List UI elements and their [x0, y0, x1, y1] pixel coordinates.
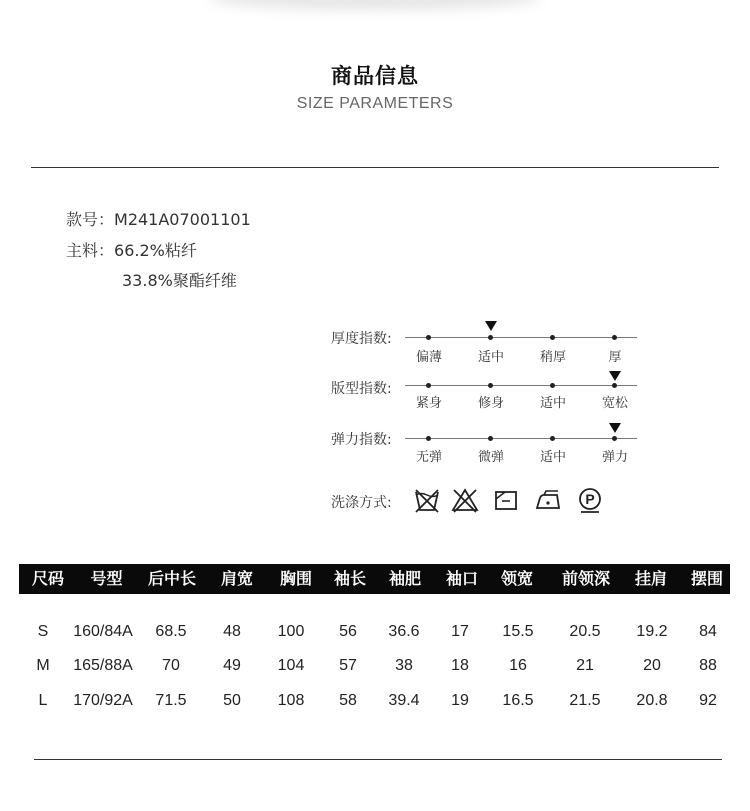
table-cell: 49	[223, 657, 241, 674]
table-cell: 36.6	[388, 623, 420, 640]
size-label-cell: L	[38, 692, 48, 709]
table-cell: 39.4	[388, 692, 420, 709]
table-cell: 17	[451, 623, 469, 640]
scale-option: 适中	[477, 350, 504, 365]
selected-marker-icon	[609, 371, 621, 381]
col-header: 肩宽	[220, 569, 253, 588]
table-cell: 58	[339, 692, 357, 709]
scale-dot	[488, 383, 493, 388]
do-not-bleach-icon	[451, 486, 479, 514]
top-decorative-shadow	[210, 0, 540, 10]
material-line-2: 33.8%聚酯纤维	[122, 271, 237, 290]
fit-index-label: 版型指数:	[331, 381, 392, 397]
size-table-header	[19, 564, 730, 594]
size-label-cell: M	[36, 657, 50, 674]
stretch-index-label: 弹力指数:	[331, 432, 392, 448]
fit-scale-line	[405, 385, 637, 386]
table-cell: 92	[699, 692, 717, 709]
scale-option: 无弹	[415, 450, 442, 465]
material-label: 主料：	[66, 241, 115, 260]
col-header: 袖肥	[388, 569, 421, 588]
thickness-index-label: 厚度指数:	[331, 331, 392, 347]
scale-option: 厚	[608, 350, 622, 365]
selected-marker-icon	[485, 321, 497, 331]
table-cell: 38	[395, 657, 413, 674]
scale-dot	[612, 436, 617, 441]
col-header: 袖口	[445, 569, 478, 588]
scale-dot	[488, 335, 493, 340]
scale-option: 修身	[477, 396, 504, 411]
scale-option: 微弹	[477, 450, 504, 465]
table-cell: 68.5	[155, 623, 187, 640]
table-cell: 21.5	[569, 692, 601, 709]
care-label: 洗涤方式:	[331, 495, 392, 511]
table-cell: 16	[509, 657, 527, 674]
col-header: 前领深	[561, 569, 610, 588]
scale-dot	[488, 436, 493, 441]
material-line-1: 66.2%粘纤	[114, 241, 197, 260]
col-header: 挂肩	[634, 569, 667, 588]
table-cell: 19.2	[636, 623, 668, 640]
selected-marker-icon	[609, 423, 621, 433]
stretch-scale-line	[405, 438, 637, 439]
col-header: 号型	[90, 569, 123, 588]
table-cell: 108	[277, 692, 305, 709]
iron-low-icon	[534, 486, 562, 514]
table-cell: 104	[277, 657, 305, 674]
scale-option: 弹力	[601, 450, 628, 465]
table-cell: 84	[699, 623, 717, 640]
bottom-divider	[34, 759, 722, 760]
table-cell: 15.5	[502, 623, 534, 640]
scale-dot	[550, 335, 555, 340]
scale-dot	[426, 383, 431, 388]
scale-option: 宽松	[601, 396, 628, 411]
model-label: 款号：	[66, 210, 115, 229]
scale-dot	[550, 383, 555, 388]
table-cell: 56	[339, 623, 357, 640]
table-cell: 57	[339, 657, 357, 674]
table-cell: 160/84A	[73, 623, 133, 640]
table-cell: 170/92A	[73, 692, 133, 709]
size-label-cell: S	[37, 623, 49, 640]
thickness-scale-line	[405, 337, 637, 338]
table-cell: 50	[223, 692, 241, 709]
material-primary	[66, 238, 197, 261]
scale-option: 偏薄	[415, 350, 442, 365]
col-header: 胸围	[279, 569, 312, 588]
table-cell: 88	[699, 657, 717, 674]
scale-option: 紧身	[415, 396, 442, 411]
scale-option: 适中	[539, 396, 566, 411]
page-title: 商品信息	[331, 64, 419, 88]
table-cell: 20.8	[636, 692, 668, 709]
scale-dot	[550, 436, 555, 441]
table-cell: 165/88A	[73, 657, 133, 674]
table-cell: 20	[643, 657, 661, 674]
col-header: 摆围	[690, 569, 723, 588]
table-cell: 48	[223, 623, 241, 640]
table-cell: 16.5	[502, 692, 534, 709]
top-divider	[31, 167, 719, 168]
table-cell: 71.5	[155, 692, 187, 709]
table-cell: 21	[576, 657, 594, 674]
do-not-wash-icon	[413, 486, 441, 514]
model-value: M241A07001101	[114, 210, 251, 229]
svg-text:P: P	[585, 491, 595, 507]
scale-dot	[426, 335, 431, 340]
dry-flat-icon	[492, 486, 520, 514]
scale-dot	[612, 383, 617, 388]
scale-option: 稍厚	[539, 350, 566, 365]
table-cell: 20.5	[569, 623, 601, 640]
col-header: 尺码	[31, 569, 64, 588]
scale-option: 适中	[539, 450, 566, 465]
col-header: 袖长	[333, 569, 366, 588]
scale-dot	[612, 335, 617, 340]
table-cell: 70	[162, 657, 180, 674]
col-header: 后中长	[147, 569, 196, 588]
model-number	[66, 207, 251, 230]
page-subtitle: SIZE PARAMETERS	[296, 95, 454, 112]
table-cell: 100	[277, 623, 305, 640]
table-cell: 18	[451, 657, 469, 674]
table-cell: 19	[451, 692, 469, 709]
col-header: 领宽	[500, 569, 533, 588]
dry-clean-p-icon	[576, 486, 604, 514]
scale-dot	[426, 436, 431, 441]
